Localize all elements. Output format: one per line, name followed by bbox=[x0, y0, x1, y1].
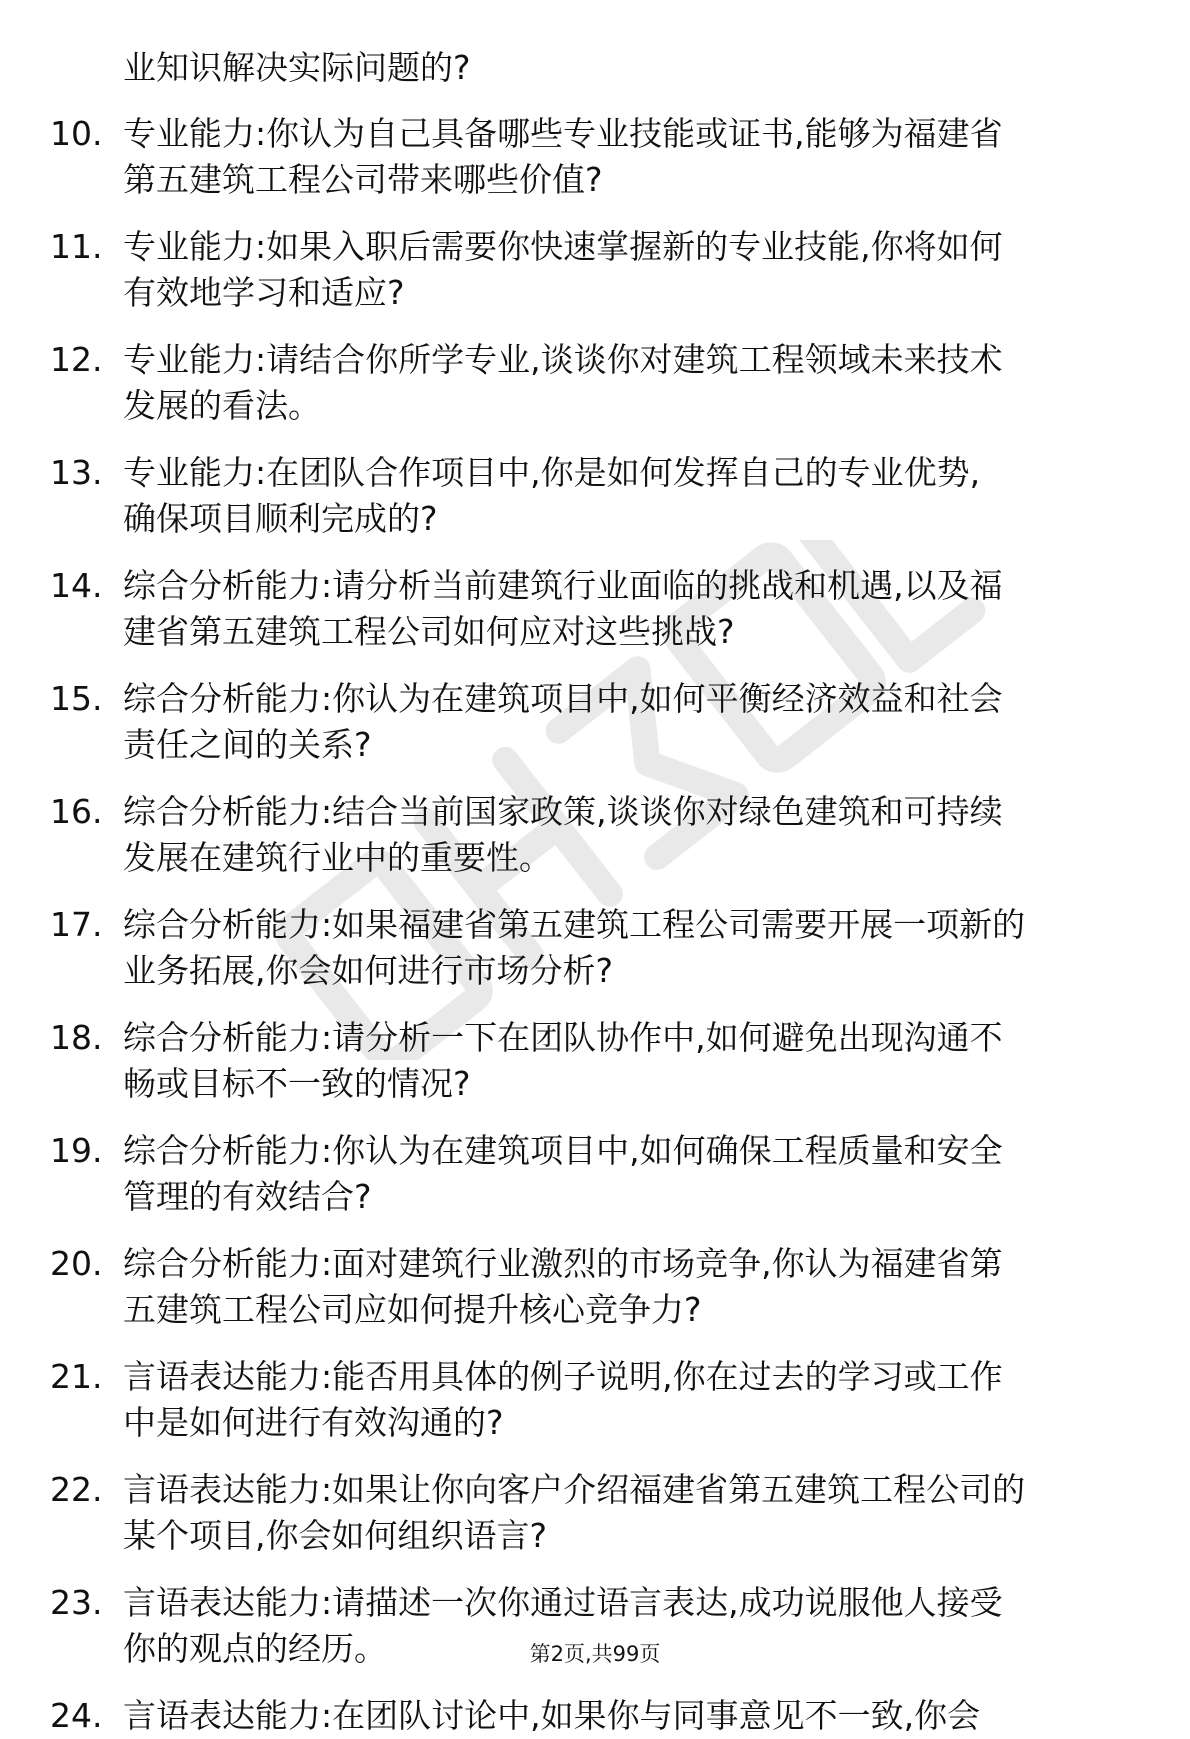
item-text-line: 综合分析能力:你认为在建筑项目中,如何平衡经济效益和社会 bbox=[123, 679, 1003, 718]
item-text bbox=[123, 789, 1123, 881]
item-text-line: 第五建筑工程公司带来哪些价值? bbox=[123, 160, 603, 199]
item-text bbox=[123, 1467, 1123, 1559]
list-item bbox=[0, 1467, 1190, 1559]
item-text-line: 综合分析能力:请分析一下在团队协作中,如何避免出现沟通不 bbox=[123, 1018, 1003, 1057]
item-text-line: 专业能力:在团队合作项目中,你是如何发挥自己的专业优势, bbox=[123, 453, 981, 492]
item-number: 15. bbox=[50, 679, 103, 718]
list-item bbox=[0, 224, 1190, 316]
item-number: 23. bbox=[50, 1583, 103, 1622]
item-text-line: 言语表达能力:如果让你向客户介绍福建省第五建筑工程公司的 bbox=[123, 1470, 1026, 1509]
item-text-line: 中是如何进行有效沟通的? bbox=[123, 1403, 504, 1442]
list-item bbox=[0, 1693, 1190, 1739]
question-list-section bbox=[0, 46, 1190, 1739]
list-item bbox=[0, 563, 1190, 655]
item-text bbox=[123, 1015, 1123, 1107]
item-text bbox=[123, 902, 1123, 994]
item-text-line: 综合分析能力:如果福建省第五建筑工程公司需要开展一项新的 bbox=[123, 905, 1026, 944]
item-text-line: 言语表达能力:请描述一次你通过语言表达,成功说服他人接受 bbox=[123, 1583, 1003, 1622]
item-text bbox=[123, 1354, 1123, 1446]
item-number: 12. bbox=[50, 340, 103, 379]
item-text bbox=[123, 1128, 1123, 1220]
item-text-line: 言语表达能力:在团队讨论中,如果你与同事意见不一致,你会 bbox=[123, 1696, 981, 1735]
carryover-line: 业知识解决实际问题的? bbox=[123, 48, 471, 87]
question-list bbox=[0, 111, 1190, 1739]
list-item bbox=[0, 1354, 1190, 1446]
item-text-line: 业务拓展,你会如何进行市场分析? bbox=[123, 951, 614, 990]
item-text-line: 管理的有效结合? bbox=[123, 1177, 372, 1216]
item-text-line: 畅或目标不一致的情况? bbox=[123, 1064, 471, 1103]
list-item bbox=[0, 111, 1190, 203]
item-text-line: 言语表达能力:能否用具体的例子说明,你在过去的学习或工作 bbox=[123, 1357, 1003, 1396]
item-text-line: 综合分析能力:请分析当前建筑行业面临的挑战和机遇,以及福 bbox=[123, 566, 1003, 605]
item-number: 17. bbox=[50, 905, 103, 944]
list-item bbox=[0, 1128, 1190, 1220]
item-number: 14. bbox=[50, 566, 103, 605]
item-text-line: 建省第五建筑工程公司如何应对这些挑战? bbox=[123, 612, 735, 651]
item-number: 19. bbox=[50, 1131, 103, 1170]
list-item bbox=[0, 1241, 1190, 1333]
item-number: 20. bbox=[50, 1244, 103, 1283]
item-text bbox=[123, 450, 1123, 542]
item-text-line: 某个项目,你会如何组织语言? bbox=[123, 1516, 548, 1555]
item-text-line: 综合分析能力:结合当前国家政策,谈谈你对绿色建筑和可持续 bbox=[123, 792, 1003, 831]
item-text-line: 五建筑工程公司应如何提升核心竞争力? bbox=[123, 1290, 702, 1329]
item-text-line: 综合分析能力:面对建筑行业激烈的市场竞争,你认为福建省第 bbox=[123, 1244, 1003, 1283]
item-text-line: 专业能力:请结合你所学专业,谈谈你对建筑工程领域未来技术 bbox=[123, 340, 1003, 379]
item-text-line: 责任之间的关系? bbox=[123, 725, 372, 764]
item-text-line: 专业能力:如果入职后需要你快速掌握新的专业技能,你将如何 bbox=[123, 227, 1003, 266]
list-item bbox=[0, 1015, 1190, 1107]
item-text bbox=[123, 676, 1123, 768]
page-footer: 第2页,共99页 bbox=[529, 1642, 661, 1666]
item-text-line: 你的观点的经历。 bbox=[123, 1629, 387, 1668]
item-text bbox=[123, 224, 1123, 316]
item-number: 18. bbox=[50, 1018, 103, 1057]
item-text-line: 发展的看法。 bbox=[123, 386, 321, 425]
item-number: 13. bbox=[50, 453, 103, 492]
item-text bbox=[123, 1693, 1123, 1739]
item-number: 10. bbox=[50, 114, 103, 153]
item-number: 22. bbox=[50, 1470, 103, 1509]
item-text bbox=[123, 1241, 1123, 1333]
item-number: 21. bbox=[50, 1357, 103, 1396]
list-item bbox=[0, 676, 1190, 768]
list-item bbox=[0, 337, 1190, 429]
list-item bbox=[0, 789, 1190, 881]
item-number: 16. bbox=[50, 792, 103, 831]
item-text-line: 发展在建筑行业中的重要性。 bbox=[123, 838, 552, 877]
item-number: 24. bbox=[50, 1696, 103, 1735]
item-text bbox=[123, 337, 1123, 429]
item-text-line: 确保项目顺利完成的? bbox=[123, 499, 438, 538]
list-item bbox=[0, 902, 1190, 994]
item-text-line: 有效地学习和适应? bbox=[123, 273, 405, 312]
list-item bbox=[0, 450, 1190, 542]
item-number: 11. bbox=[50, 227, 103, 266]
item-text-line: 专业能力:你认为自己具备哪些专业技能或证书,能够为福建省 bbox=[123, 114, 1003, 153]
item-text bbox=[123, 111, 1123, 203]
item-text bbox=[123, 563, 1123, 655]
item-text-line: 综合分析能力:你认为在建筑项目中,如何确保工程质量和安全 bbox=[123, 1131, 1003, 1170]
